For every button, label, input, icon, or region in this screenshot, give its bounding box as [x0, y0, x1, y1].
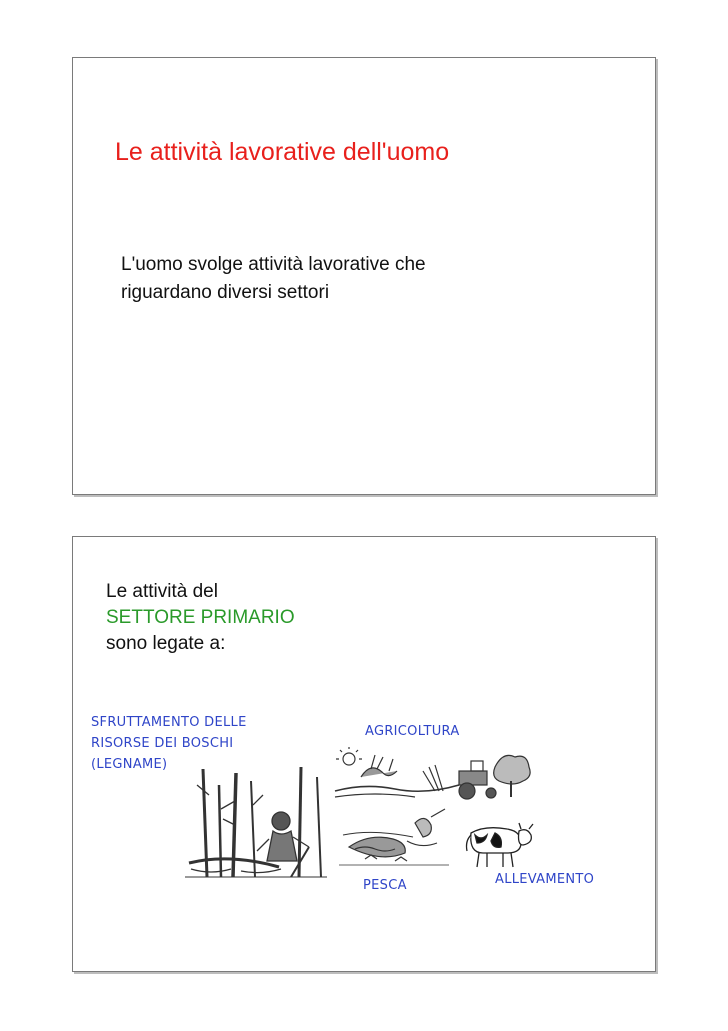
caption-boschi-line-1: SFRUTTAMENTO DELLE	[91, 715, 247, 730]
forest-woodcutter-illustration	[181, 765, 331, 883]
slide-1	[72, 57, 656, 495]
slide-1-body	[121, 251, 426, 307]
fishing-illustration	[335, 807, 455, 871]
slide-2-intro	[106, 579, 295, 657]
caption-boschi-line-2: RISORSE DEI BOSCHI	[91, 736, 234, 751]
slide-2	[72, 536, 656, 972]
settore-primario-label: SETTORE PRIMARIO	[106, 607, 295, 628]
intro-line-1: Le attività del	[106, 581, 218, 602]
livestock-cow-illustration	[461, 815, 535, 871]
caption-agricoltura: AGRICOLTURA	[365, 724, 460, 739]
slide-1-title: Le attività lavorative dell'uomo	[115, 138, 450, 166]
slide-1-body-line-2: riguardano diversi settori	[121, 282, 330, 303]
agriculture-illustration	[331, 747, 535, 807]
caption-allevamento: ALLEVAMENTO	[495, 872, 595, 887]
slide-1-body-line-1: L'uomo svolge attività lavorative che	[121, 254, 426, 275]
caption-pesca: PESCA	[363, 878, 407, 893]
intro-line-3: sono legate a:	[106, 633, 226, 654]
caption-boschi-line-3: (LEGNAME)	[91, 757, 168, 772]
